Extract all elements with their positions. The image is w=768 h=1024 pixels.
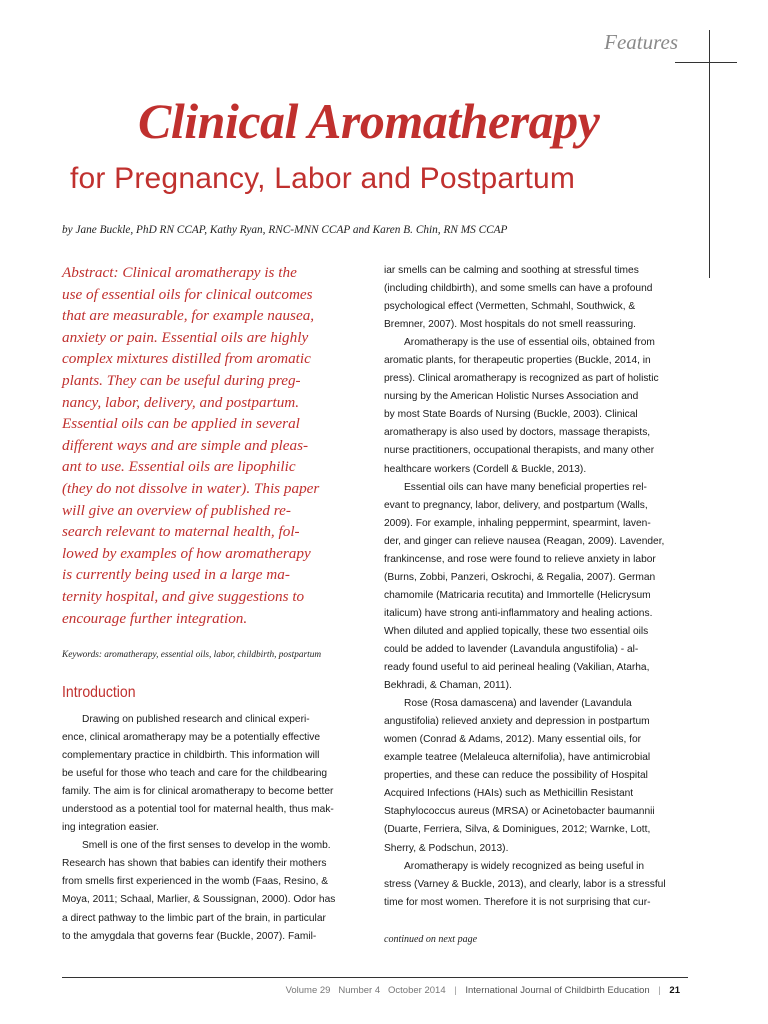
footer-separator: | bbox=[658, 985, 661, 996]
footer-separator: | bbox=[454, 985, 457, 996]
body-text-line: Drawing on published research and clinical experi- bbox=[82, 714, 310, 725]
body-text-line: Aromatherapy is widely recognized as being useful in bbox=[404, 860, 645, 872]
body-text-line: Bekhradi, & Chaman, 2011). bbox=[384, 680, 512, 692]
body-text-line: women (Conrad & Adams, 2012). Many essential oils, for bbox=[384, 734, 642, 746]
crop-mark-horizontal bbox=[675, 62, 737, 63]
body-text-line: Bremner, 2007). Most hospitals do not smell reassuring. bbox=[384, 319, 636, 331]
body-text-line: example teatree (Melaleuca alternifolia), have antimicrobial bbox=[384, 752, 651, 764]
body-text-line: (Burns, Zobbi, Panzeri, Oskrochi, & Regalia, 2007). German bbox=[384, 571, 656, 583]
crop-mark-vertical bbox=[709, 30, 710, 278]
body-text-line: (including childbirth), and some smells can have a profound bbox=[384, 283, 653, 295]
body-text-line: (Duarte, Ferriera, Silva, & Dominigues, 2012; Warnke, Lott, bbox=[384, 824, 651, 836]
body-text-line: be useful for those who teach and care for the childbearing bbox=[62, 768, 328, 780]
footer-number: Number 4 bbox=[338, 985, 381, 996]
body-text-line: angustifolia) relieved anxiety and depression in postpartum bbox=[384, 716, 650, 728]
body-text-line: Acquired Infections (HAIs) such as Methicillin Resistant bbox=[384, 788, 634, 800]
body-text-line: could be added to lavender (Lavandula angustifolia) - al- bbox=[384, 643, 639, 655]
footer-volume: Volume 29 bbox=[285, 985, 331, 996]
body-text-line: italicum) have strong anti-inflammatory and healing actions. bbox=[384, 607, 653, 619]
abstract-line: use of essential oils for clinical outcomes bbox=[62, 285, 313, 303]
body-text-line: aromatherapy is also used by doctors, massage therapists, bbox=[384, 427, 651, 439]
body-text-line: family. The aim is for clinical aromatherapy to become better bbox=[62, 786, 334, 798]
section-heading-introduction: Introduction bbox=[62, 684, 136, 701]
body-text-line: frankincense, and rose were found to relieve anxiety in labor bbox=[384, 553, 656, 565]
body-text-line: ready found useful to aid perineal healing (Vakilian, Atarha, bbox=[384, 662, 650, 674]
body-text-line: Staphylococcus aureus (MRSA) or Acinetobacter baumannii bbox=[384, 806, 655, 818]
body-text-line: ence, clinical aromatherapy may be a potentially effective bbox=[62, 732, 321, 744]
body-text-line: Sherry, & Podschun, 2013). bbox=[384, 842, 509, 854]
body-text-line: press). Clinical aromatherapy is recognized as part of holistic bbox=[384, 373, 659, 385]
abstract-line: Essential oils can be applied in several bbox=[62, 415, 300, 433]
body-text-line: from smells first experienced in the womb (Faas, Resino, & bbox=[62, 876, 329, 888]
abstract-line: complex mixtures distilled from aromatic bbox=[62, 350, 311, 368]
body-column-left bbox=[62, 711, 362, 946]
abstract-line: is currently being used in a large ma- bbox=[62, 566, 290, 584]
body-text-line: complementary practice in childbirth. This information will bbox=[62, 750, 320, 762]
abstract-line: plants. They can be useful during preg- bbox=[62, 371, 301, 389]
abstract-line: (they do not dissolve in water). This paper bbox=[62, 479, 320, 497]
body-text-line: by most State Boards of Nursing (Buckle, 2003). Clinical bbox=[384, 409, 638, 421]
body-text-line: psychological effect (Vermetten, Schmahl, Southwick, & bbox=[384, 301, 636, 313]
article-title: Clinical Aromatherapy bbox=[138, 93, 600, 149]
abstract-line: anxiety or pain. Essential oils are highly bbox=[62, 328, 309, 346]
body-text-line: Essential oils can have many beneficial properties rel- bbox=[404, 481, 647, 493]
footer-date: October 2014 bbox=[388, 985, 446, 996]
page-footer bbox=[286, 985, 680, 996]
body-text-line: stress (Varney & Buckle, 2013), and clearly, labor is a stressful bbox=[384, 878, 666, 890]
continued-note: continued on next page bbox=[384, 934, 478, 945]
keywords: Keywords: aromatherapy, essential oils, labor, childbirth, postpartum bbox=[62, 650, 322, 660]
body-text-line: aromatic plants, for therapeutic properties (Buckle, 2014, in bbox=[384, 355, 651, 367]
abstract-line: ternity hospital, and give suggestions to bbox=[62, 587, 305, 605]
abstract-line: different ways and are simple and pleas- bbox=[62, 436, 309, 454]
body-text-line: understood as a potential tool for maternal health, thus mak- bbox=[62, 804, 334, 816]
abstract-line: that are measurable, for example nausea, bbox=[62, 307, 315, 325]
abstract-line: ant to use. Essential oils are lipophilic bbox=[62, 458, 296, 476]
abstract-line: encourage further integration. bbox=[62, 609, 248, 627]
body-text-line: Aromatherapy is the use of essential oils, obtained from bbox=[404, 337, 655, 349]
body-text-line: to the amygdala that governs fear (Buckle, 2007). Famil- bbox=[62, 930, 317, 942]
body-text-line: time for most women. Therefore it is not surprising that cur- bbox=[384, 896, 651, 908]
article-subtitle: for Pregnancy, Labor and Postpartum bbox=[70, 162, 576, 195]
abstract-line: lowed by examples of how aromatherapy bbox=[62, 544, 311, 562]
section-label: Features bbox=[604, 30, 678, 54]
footer-rule bbox=[62, 977, 688, 978]
page-number: 21 bbox=[669, 985, 680, 996]
body-text-line: Research has shown that babies can identify their mothers bbox=[62, 858, 327, 870]
body-text-line: der, and ginger can relieve nausea (Reagan, 2009). Lavender, bbox=[384, 535, 665, 547]
footer-journal: International Journal of Childbirth Education bbox=[465, 985, 650, 996]
body-text-line: properties, and these can reduce the possibility of Hospital bbox=[384, 770, 648, 782]
abstract bbox=[62, 262, 360, 629]
body-text-line: nurse practitioners, occupational therapists, and many other bbox=[384, 445, 655, 457]
body-text-line: chamomile (Matricaria recutita) and Immortelle (Helicrysum bbox=[384, 589, 651, 601]
abstract-line: search relevant to maternal health, fol- bbox=[62, 523, 300, 541]
body-text-line: Rose (Rosa damascena) and lavender (Lavandula bbox=[404, 698, 632, 710]
body-text-line: healthcare workers (Cordell & Buckle, 2013). bbox=[384, 463, 587, 475]
body-text-line: evant to pregnancy, labor, delivery, and postpartum (Walls, bbox=[384, 499, 648, 511]
body-text-line: Moya, 2011; Schaal, Marlier, & Soussignan, 2000). Odor has bbox=[62, 894, 336, 906]
body-text-line: ing integration easier. bbox=[62, 822, 159, 834]
abstract-line: nancy, labor, delivery, and postpartum. bbox=[62, 393, 300, 411]
body-text-line: nursing by the American Holistic Nurses Association and bbox=[384, 391, 639, 403]
body-text-line: When diluted and applied topically, these two essential oils bbox=[384, 625, 649, 637]
body-text-line: iar smells can be calming and soothing at stressful times bbox=[384, 265, 639, 276]
abstract-line: Abstract: Clinical aromatherapy is the bbox=[62, 264, 297, 281]
body-text-line: Smell is one of the first senses to develop in the womb. bbox=[82, 840, 331, 852]
author-byline: by Jane Buckle, PhD RN CCAP, Kathy Ryan, RNC-MNN CCAP and Karen B. Chin, RN MS CCAP bbox=[62, 224, 508, 236]
abstract-line: will give an overview of published re- bbox=[62, 501, 291, 519]
body-text-line: 2009). For example, inhaling peppermint, spearmint, laven- bbox=[384, 517, 651, 529]
body-column-right bbox=[384, 262, 688, 912]
body-text-line: a direct pathway to the limbic part of the brain, in particular bbox=[62, 912, 326, 924]
